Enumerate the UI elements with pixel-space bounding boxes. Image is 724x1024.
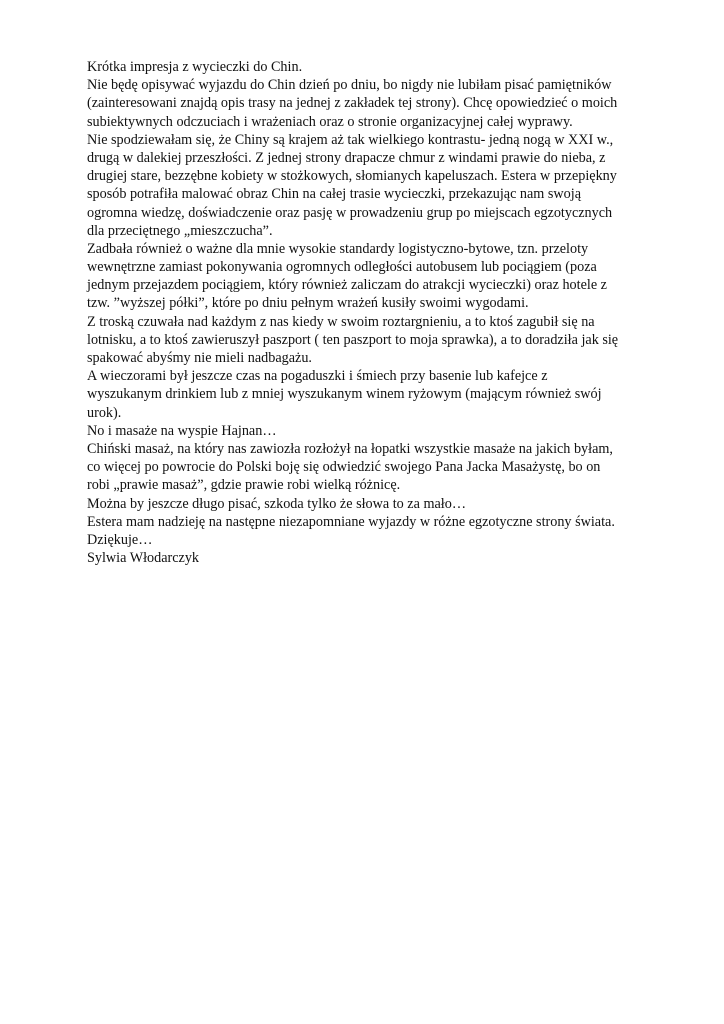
text-line: robi „prawie masaż”, gdzie prawie robi wielką różnicę. xyxy=(87,477,401,494)
text-line: drugą w dalekiej przeszłości. Z jednej strony drapacze chmur z windami prawie do nieba, z xyxy=(87,149,606,166)
text-line: (zainteresowani znajdą opis trasy na jednej z zakładek tej strony). Chcę opowiedzieć o moich xyxy=(87,95,618,112)
text-line: Chiński masaż, na który nas zawiozła rozłożył na łopatki wszystkie masaże na jakich byłam, xyxy=(87,440,613,457)
text-line: lotnisku, a to ktoś zawieruszył paszport ( ten paszport to moja sprawka), a to doradziła jak się xyxy=(87,331,619,348)
text-line: sposób potrafiła malować obraz Chin na całej trasie wycieczki, przekazując nam swoją xyxy=(87,186,581,203)
text-line: Nie spodziewałam się, że Chiny są krajem aż tak wielkiego kontrastu- jedną nogą w XXI w., xyxy=(87,131,614,148)
text-line: ogromna wiedzę, doświadczenie oraz pasję w prowadzeniu grup po miejscach egzotycznych xyxy=(87,204,613,221)
text-line: spakować abyśmy nie mieli nadbagażu. xyxy=(87,350,312,366)
text-line: No i masaże na wyspie Hajnan… xyxy=(87,422,277,439)
document-body xyxy=(87,58,647,567)
text-line: Można by jeszcze długo pisać, szkoda tylko że słowa to za mało… xyxy=(87,495,467,512)
signature-line: Sylwia Włodarczyk xyxy=(87,550,200,567)
text-line: wewnętrzne zamiast pokonywania ogromnych odległości autobusem lub pociągiem (poza xyxy=(87,259,597,276)
text-line: A wieczorami był jeszcze czas na pogaduszki i śmiech przy basenie lub kafejce z xyxy=(87,368,548,385)
text-line: dla przeciętnego „mieszczucha”. xyxy=(87,222,273,239)
title-line: Krótka impresja z wycieczki do Chin. xyxy=(87,59,303,75)
text-line: Estera mam nadzieję na następne niezapomniane wyjazdy w różne egzotyczne strony świata. xyxy=(87,513,615,530)
text-line: Z troską czuwała nad każdym z nas kiedy w swoim roztargnieniu, a to ktoś zagubił się na xyxy=(87,313,595,330)
text-line: subiektywnych odczuciach i wrażeniach oraz o stronie organizacyjnej całej wyprawy. xyxy=(87,113,573,130)
text-line: Nie będę opisywać wyjazdu do Chin dzień po dniu, bo nigdy nie lubiłam pisać pamiętników xyxy=(87,77,612,94)
text-line: wyszukanym drinkiem lub z mniej wyszukanym winem ryżowym (mającym również swój xyxy=(87,386,602,403)
text-line: co więcej po powrocie do Polski boję się odwiedzić swojego Pana Jacka Masażystę, bo on xyxy=(87,459,601,476)
text-line: tzw. ”wyższej półki”, które po dniu pełnym wrażeń kusiły swoimi wygodami. xyxy=(87,295,529,312)
text-line: urok). xyxy=(87,404,122,421)
text-line: jednym przejazdem pociągiem, który również zaliczam do atrakcji wycieczki) oraz hotele z xyxy=(87,277,607,294)
text-line: Dziękuje… xyxy=(87,531,153,548)
text-line: drugiej stare, bezzębne kobiety w stożkowych, słomianych kapeluszach. Estera w przepiękny xyxy=(87,168,617,185)
text-line: Zadbała również o ważne dla mnie wysokie standardy logistyczno-bytowe, tzn. przeloty xyxy=(87,240,589,257)
